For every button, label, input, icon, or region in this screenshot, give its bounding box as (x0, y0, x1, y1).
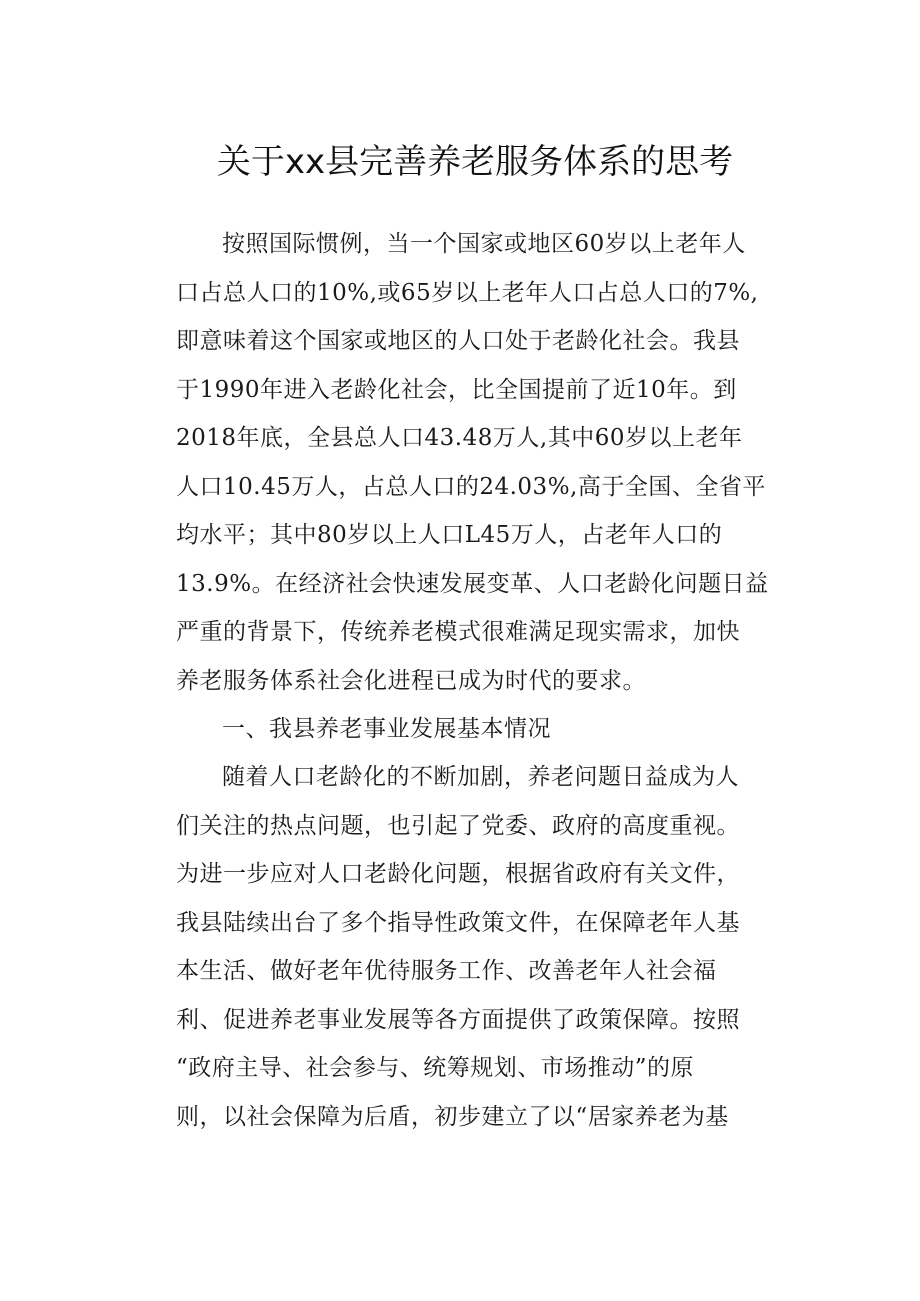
section-1 (176, 705, 756, 754)
text-line: 养老服务体系社会化进程已成为时代的要求。 (176, 667, 646, 694)
text-line: 严重的背景下，传统养老模式很难满足现实需求，加快 (176, 619, 740, 645)
text-line: 随着人口老龄化的不断加剧，养老问题日益成为人 (222, 764, 739, 790)
text-line: 2018年底，全县总人口43.48万人,其中60岁以上老年 (176, 425, 743, 451)
text-line: 均水平；其中80岁以上人口L45万人，占老年人口的 (176, 522, 723, 548)
text-line: 为进一步应对人口老龄化问题，根据省政府有关文件， (176, 861, 740, 887)
text-line: 人口10.45万人，占总人口的24.03%,高于全国、全省平 (176, 473, 766, 500)
text-line: 13.9%。在经济社会快速发展变革、人口老龄化问题日益 (176, 570, 769, 597)
text-line: 于1990年进入老龄化社会，比全国提前了近10年。到 (176, 376, 737, 403)
paragraph-2 (176, 753, 756, 1141)
section-heading: 一、我县养老事业发展基本情况 (222, 716, 551, 742)
text-line: 我县陆续出台了多个指导性政策文件，在保障老年人基 (176, 909, 740, 936)
text-line: 即意味着这个国家或地区的人口处于老龄化社会。我县 (176, 328, 740, 354)
text-line: 口占总人口的10%,或65岁以上老年人口占总人口的7%, (176, 279, 759, 306)
text-line: 利、促进养老事业发展等各方面提供了政策保障。按照 (176, 1006, 740, 1033)
text-line: 本生活、做好老年优待服务工作、改善老年人社会福 (176, 958, 717, 984)
paragraph-1 (176, 220, 769, 705)
document-title: 关于xx县完善养老服务体系的思考 (216, 142, 734, 182)
text-line: 则，以社会保障为后盾，初步建立了以“居家养老为基 (176, 1103, 729, 1130)
text-line: 按照国际惯例，当一个国家或地区60岁以上老年人 (222, 231, 746, 257)
text-line: 们关注的热点问题，也引起了党委、政府的高度重视。 (176, 812, 740, 839)
text-line: “政府主导、社会参与、统筹规划、市场推动”的原 (176, 1055, 695, 1081)
